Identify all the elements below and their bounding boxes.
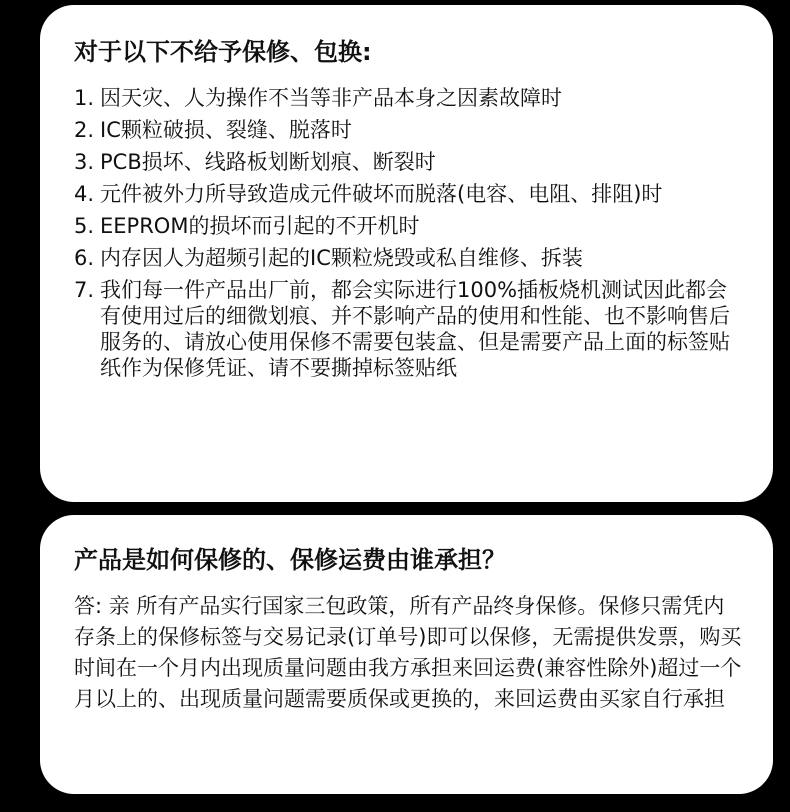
- faq-answer: 答: 亲 所有产品实行国家三包政策，所有产品终身保修。保修只需凭内存条上的保修标签与交易记录(订单号)即可以保修，无需提供发票，购买时间在一个月内出现质量问题由我方承担来回运费(兼容性除外)超过一个月以上的、出现质量问题需要质保或更换的，来回运费由买家自行承担: [74, 594, 742, 711]
- item-number: 3.: [74, 150, 95, 174]
- warranty-faq-card: [40, 515, 773, 794]
- list-item: [74, 213, 743, 239]
- item-text: 我们每一件产品出厂前，都会实际进行100%插板烧机测试因此都会有使用过后的细微划痕、并不影响产品的使用和性能、也不影响售后服务的、请放心使用保修不需要包装盒、但是需要产品上面的标签贴纸作为保修凭证、请不要撕掉标签贴纸: [100, 278, 730, 380]
- item-text: 内存因人为超频引起的IC颗粒烧毁或私自维修、拆装: [100, 246, 583, 270]
- warranty-exclusions-card: [40, 5, 773, 502]
- exclusions-title: 对于以下不给予保修、包换:: [74, 38, 372, 66]
- item-number: 2.: [74, 118, 95, 142]
- list-item: [74, 117, 743, 143]
- item-number: 4.: [74, 182, 95, 206]
- list-item: [74, 245, 743, 271]
- item-number: 1.: [74, 86, 95, 110]
- list-item: [74, 277, 743, 381]
- item-text: 元件被外力所导致造成元件破坏而脱落(电容、电阻、排阻)时: [100, 182, 663, 206]
- list-item: [74, 85, 743, 111]
- item-text: IC颗粒破损、裂缝、脱落时: [100, 118, 352, 142]
- faq-title: 产品是如何保修的、保修运费由谁承担？: [74, 546, 506, 574]
- item-number: 5.: [74, 214, 95, 238]
- item-number: 7.: [74, 278, 95, 302]
- item-text: EEPROM的损坏而引起的不开机时: [100, 214, 420, 238]
- item-number: 6.: [74, 246, 95, 270]
- exclusions-list: [74, 85, 743, 381]
- list-item: [74, 149, 743, 175]
- item-text: 因天灾、人为操作不当等非产品本身之因素故障时: [100, 86, 562, 110]
- item-text: PCB损坏、线路板划断划痕、断裂时: [100, 150, 436, 174]
- list-item: [74, 181, 743, 207]
